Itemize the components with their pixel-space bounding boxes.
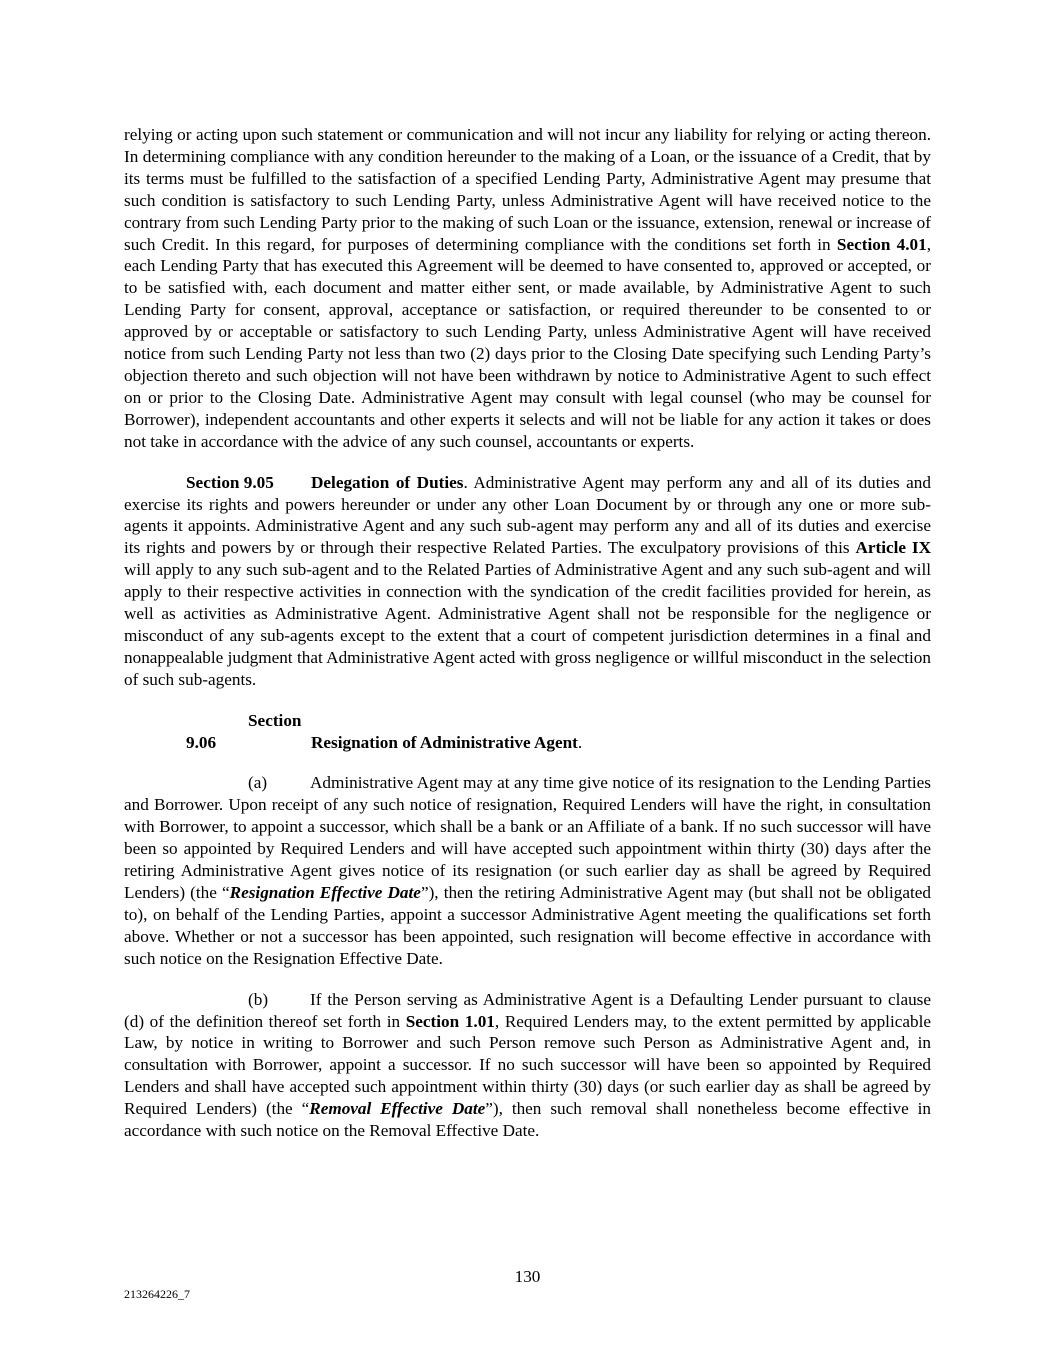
document-body (124, 124, 931, 1142)
subsection-label: (a) (248, 773, 268, 793)
section-number: Section 9.06 (186, 710, 302, 752)
subsection-b-paragraph: (b) If the Person serving as Administrative Agent is a Defaulting Lender pursuant to clause (d) of the definition thereof set forth in Section 1.01, Required Lenders may, to the extent permitted by applicable Law, by notice in writing to Borrower and such Person remove such Person as Administrative Agent and, in consultation with Borrower, appoint a successor. If no such successor will have been so appointed by Required Lenders and shall have accepted such appointment within thirty (30) days (or such earlier day as shall be agreed by Required Lenders) (the “Removal Effective Date”), then such removal shall nonetheless become effective in accordance with such notice on the Removal Effective Date. (124, 989, 931, 1141)
section-reference: Section 1.01 (405, 1011, 495, 1031)
section-reference: Section 4.01 (836, 234, 927, 254)
defined-term: Removal Effective Date (309, 1099, 486, 1119)
paragraph-continuation: relying or acting upon such statement or communication and will not incur any liability for relying or acting thereon. In determining compliance with any condition hereunder to the making of a Loan, or the issuance of a Credit, that by its terms must be fulfilled to the satisfaction of a specified Lending Party, Administrative Agent may presume that such condition is satisfactory to such Lending Party, unless Administrative Agent will have received notice to the contrary from such Lending Party prior to the making of such Loan or the issuance, extension, renewal or increase of such Credit. In this regard, for purposes of determining compliance with the conditions set forth in Section 4.01, each Lending Party that has executed this Agreement will be deemed to have consented to, approved or accepted, or to be satisfied with, each document and matter either sent, or made available, by Administrative Agent to such Lending Party for consent, approval, acceptance or satisfaction, or required thereunder to be consented to or approved by or acceptable or satisfactory to such Lending Party, unless Administrative Agent will have received notice from such Lending Party not less than two (2) days prior to the Closing Date specifying such Lending Party’s objection thereto and such objection will not have been withdrawn by notice to Administrative Agent to such effect on or prior to the Closing Date. Administrative Agent may consult with legal counsel (who may be counsel for Borrower), independent accountants and other experts it selects and will not be liable for any action it takes or does not take in accordance with the advice of any such counsel, accountants or experts. (124, 125, 932, 451)
article-reference: Article IX (855, 538, 931, 558)
section-number: Section 9.05 (186, 472, 274, 492)
defined-term: Resignation Effective Date (229, 883, 421, 902)
section-9-06-heading: Section 9.06 Resignation of Administrative Agent. (186, 710, 583, 752)
document-id: 213264226_7 (124, 1287, 190, 1301)
subsection-label: (b) (248, 989, 269, 1009)
section-9-05-paragraph: Section 9.05 Delegation of Duties. Administrative Agent may perform any and all of its duties and exercise its rights and powers hereunder or under any other Loan Document by or through any one or more sub-agents it appoints. Administrative Agent and any such sub-agent may perform any and all of its duties and exercise its rights and powers by or through their respective Related Parties. The exculpatory provisions of this Article IX will apply to any such sub-agent and to the Related Parties of Administrative Agent and any such sub-agent and will apply to their respective activities in connection with the syndication of the credit facilities provided for herein, as well as activities as Administrative Agent. Administrative Agent shall not be responsible for the negligence or misconduct of any sub-agents except to the extent that a court of competent jurisdiction determines in a final and nonappealable judgment that Administrative Agent acted with gross negligence or willful misconduct in the selection of such sub-agents. (124, 472, 931, 689)
subsection-a-paragraph: (a) Administrative Agent may at any time give notice of its resignation to the Lending Parties and Borrower. Upon receipt of any such notice of resignation, Required Lenders will have the right, in consultation with Borrower, to appoint a successor, which shall be a bank or an Affiliate of a bank. If no such successor will have been so appointed by Required Lenders and will have accepted such appointment within thirty (30) days after the retiring Administrative Agent gives notice of its resignation (or such earlier day as shall be agreed by Required Lenders) (the “Resignation Effective Date”), then the retiring Administrative Agent may (but shall not be obligated to), on behalf of the Lending Parties, appoint a successor Administrative Agent meeting the qualifications set forth above. Whether or not a successor has been appointed, such resignation will become effective in accordance with such notice on the Resignation Effective Date. (124, 773, 931, 968)
section-title: Resignation of Administrative Agent (311, 732, 578, 752)
page-number: 130 (514, 1267, 541, 1286)
section-title: Delegation of Duties (311, 472, 464, 492)
